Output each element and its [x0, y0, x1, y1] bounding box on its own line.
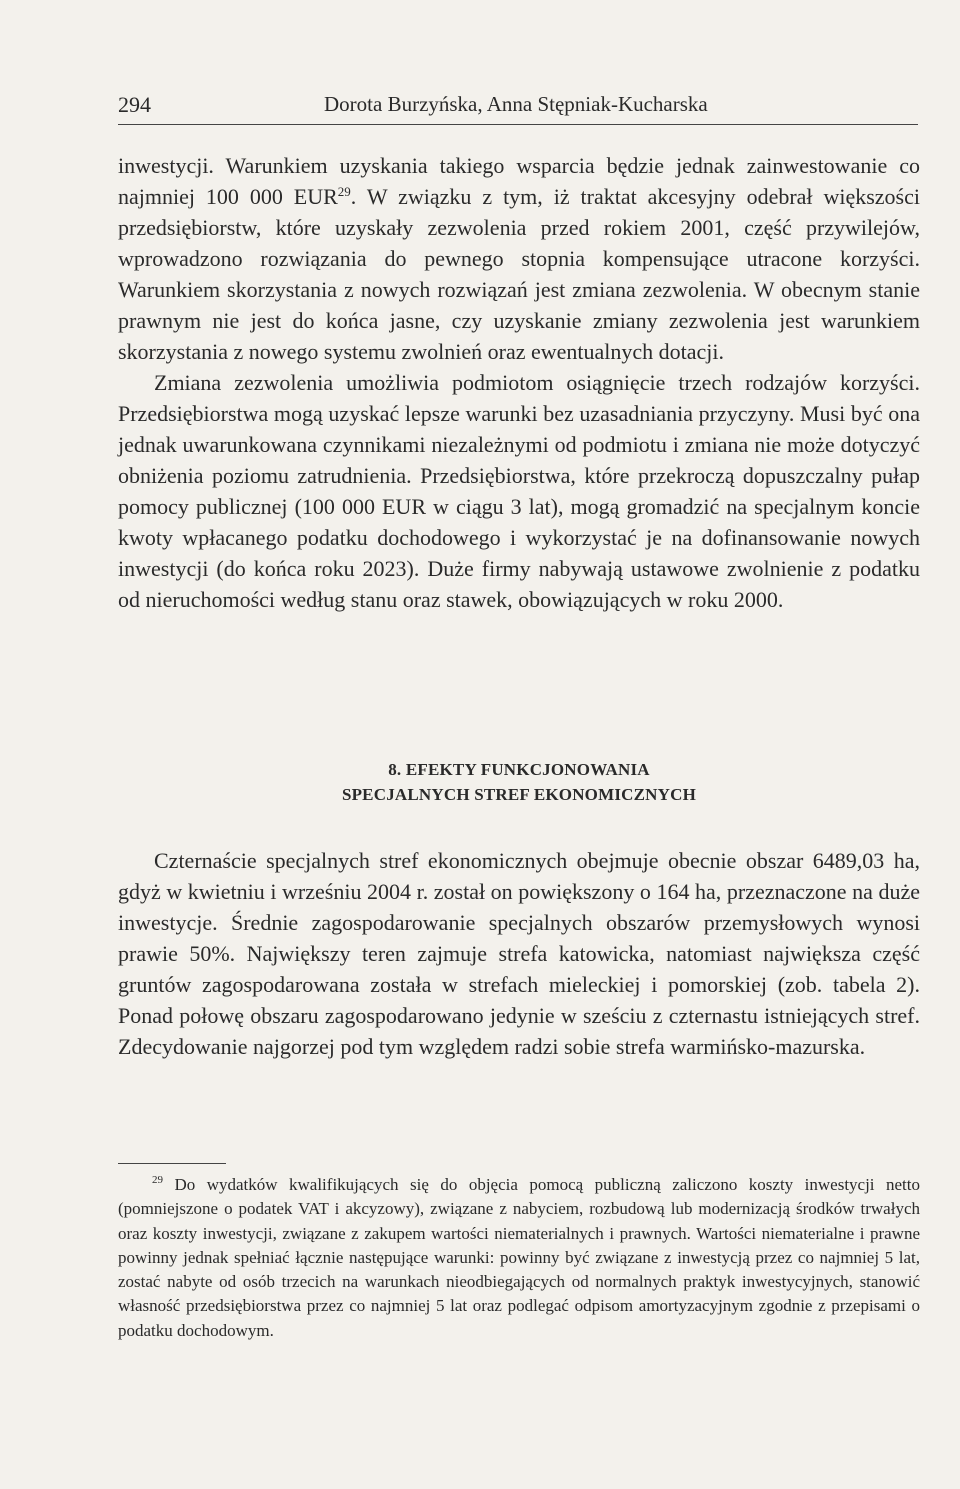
- section-heading: [118, 757, 920, 807]
- footnote-separator: [118, 1163, 226, 1164]
- footnote-reference: 29: [337, 184, 351, 199]
- footnote: [118, 1173, 920, 1343]
- footnote-text: Do wydatków kwalifikujących się do objęcia pomocą publiczną zaliczono koszty inwestycji netto (pomniejszone o podatek VAT i akcyzowy), związane z nabyciem, rozbudową lub modernizacją środków trwałych oraz koszty inwestycji, związane z zakupem wartości niematerialnych i prawnych. Wartości niematerialne i prawne powinny jednak spełniać łącznie następujące warunki: powinny być związane z inwestycją przez co najmniej 5 lat, zostać nabyte od osób trzecich na warunkach nieodbiegających od normalnych praktyk inwestycyjnych, stanowić własność przedsiębiorstwa przez co najmniej 5 lat oraz podlegać odpisom amortyzacyjnym zgodnie z przepisami o podatku dochodowym.: [118, 1175, 920, 1340]
- paragraph-permit-benefits: Zmiana zezwolenia umożliwia podmiotom osiągnięcie trzech rodzajów korzyści. Przedsiębiorstwa mogą uzyskać lepsze warunki bez uzasadniania przyczyny. Musi być ona jednak uwarunkowana czynnikami niezależnymi od podmiotu i zmiana nie może dotyczyć obniżenia poziomu zatrudnienia. Przedsiębiorstwa, które przekroczą dopuszczalny pułap pomocy publicznej (100 000 EUR w ciągu 3 lat), mogą gromadzić na specjalnym koncie kwoty wpłacanego podatku dochodowego i wykorzystać je na dofinansowanie nowych inwestycji (do końca roku 2023). Duże firmy nabywają ustawowe zwolnienie z podatku od nieruchomości według stanu oraz stawek, obowiązujących w roku 2000.: [118, 370, 920, 612]
- paragraph-zone-area: Czternaście specjalnych stref ekonomicznych obejmuje obecnie obszar 6489,03 ha, gdyż w kwietniu i wrześniu 2004 r. został on powiększony o 164 ha, przeznaczone na duże inwestycje. Średnie zagospodarowanie specjalnych obszarów przemysłowych wynosi prawie 50%. Największy teren zajmuje strefa katowicka, natomiast największa część gruntów zagospodarowana została w strefach mieleckiej i pomorskiej (zob. tabela 2). Ponad połowę obszaru zagospodarowano jedynie w sześciu z czternastu istniejących stref. Zdecydowanie najgorzej pod tym względem radzi sobie strefa warmińsko-mazurska.: [118, 848, 920, 1059]
- section-heading-line: SPECJALNYCH STREF EKONOMICZNYCH: [341, 785, 697, 804]
- running-head-authors: Dorota Burzyńska, Anna Stępniak-Kucharska: [324, 92, 708, 116]
- page-header: [118, 90, 918, 125]
- paragraph-text: inwestycji. Warunkiem uzyskania takiego wsparcia będzie jednak zainwestowanie co najmniej 100 000 EUR: [118, 153, 920, 209]
- page-number: 294: [118, 92, 151, 117]
- footnote-marker: 29: [152, 1174, 163, 1186]
- paragraph-text: . W związku z tym, iż traktat akcesyjny odebrał większości przedsiębiorstw, które uzyskały zezwolenia przed rokiem 2001, część przywilejów, wprowadzono rozwiązania do pewnego stopnia kompensujące utracone korzyści. Warunkiem skorzystania z nowych rozwiązań jest zmiana zezwolenia. W obecnym stanie prawnym nie jest do końca jasne, czy uzyskanie zmiany zezwolenia jest warunkiem skorzystania z nowego systemu zwolnień oraz ewentualnych dotacji.: [118, 184, 920, 364]
- paragraph-investment-conditions: [118, 150, 920, 367]
- section-text-block: [118, 150, 920, 615]
- section-8-text-block: [118, 845, 920, 1062]
- section-heading-line: 8. EFEKTY FUNKCJONOWANIA: [388, 760, 650, 779]
